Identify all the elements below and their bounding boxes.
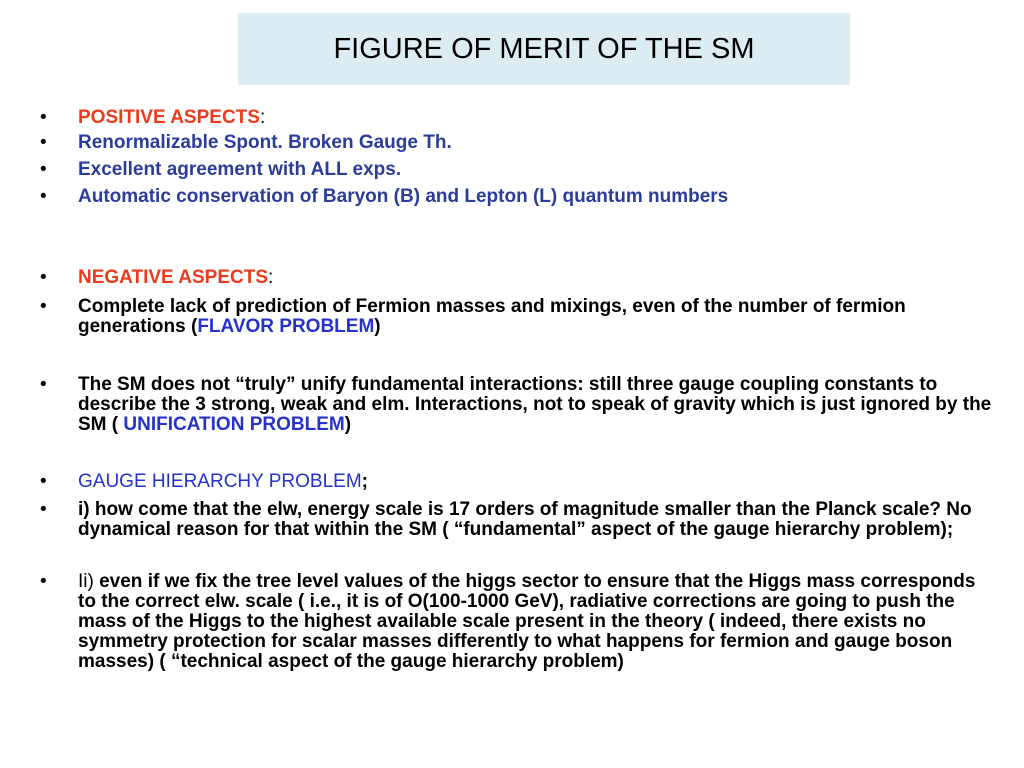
positive-colon: : <box>259 107 266 128</box>
bullet-dot: • <box>40 267 47 288</box>
slide-title: FIGURE OF MERIT OF THE SM <box>333 32 755 65</box>
bullet-dot: • <box>40 374 47 395</box>
bullet-dot: • <box>40 159 47 180</box>
bullet-dot: • <box>40 571 47 592</box>
unification-problem-text <box>78 375 996 435</box>
bullet-dot: • <box>40 471 47 492</box>
positive-heading-line <box>78 108 996 128</box>
unification-problem-body: The SM does not “truly” unify fundamental interactions: still three gauge coupling constants to describe the 3 strong, weak and elm. Interactions, not to speak of gravity which is just ignored by the SM ( <box>78 374 992 435</box>
hierarchy-item-2-body: even if we fix the tree level values of the higgs sector to ensure that the Higgs mass corresponds to the correct elw. scale ( i.e., it is of O(100-1000 GeV), radiative corrections are going to push the mass of the Higgs to the highest available scale present in the theory ( indeed, there exists no symmetry protection for scalar masses differently to what happens for fermion and gauge boson masses) ( “technical aspect of the gauge hierarchy problem) <box>78 571 976 672</box>
bullet-dot: • <box>40 499 47 520</box>
positive-item: Automatic conservation of Baryon (B) and Lepton (L) quantum numbers <box>78 186 729 207</box>
negative-heading-line <box>78 268 996 288</box>
bullet-dot: • <box>40 296 47 317</box>
positive-heading: POSITIVE ASPECTS <box>78 107 260 128</box>
hierarchy-semicolon: ; <box>361 471 368 492</box>
unification-problem-end: ) <box>344 414 352 435</box>
hierarchy-item-2-text <box>78 572 996 672</box>
unification-problem-highlight: UNIFICATION PROBLEM <box>123 414 345 435</box>
hierarchy-item-1-text: i) how come that the elw, energy scale is 17 orders of magnitude smaller than the Planck scale? No dynamical reason for that within the SM ( “fundamental” aspect of the gauge hierarchy problem); <box>78 499 972 540</box>
negative-colon: : <box>268 267 274 288</box>
bullet-dot: • <box>40 107 47 128</box>
bullet-dot: • <box>40 132 47 153</box>
flavor-problem-end: ) <box>374 316 381 337</box>
positive-item: Excellent agreement with ALL exps. <box>78 159 402 180</box>
flavor-problem-text <box>78 297 996 337</box>
bullet-dot: • <box>40 186 47 207</box>
flavor-problem-highlight: FLAVOR PROBLEM <box>197 316 375 337</box>
title-box <box>238 13 850 85</box>
hierarchy-heading-line <box>78 472 996 492</box>
hierarchy-heading: GAUGE HIERARCHY PROBLEM <box>78 471 362 492</box>
flavor-problem-body: Complete lack of prediction of Fermion masses and mixings, even of the number of fermion generations ( <box>78 296 906 337</box>
hierarchy-item-2-prefix: Ii) <box>78 571 100 592</box>
negative-heading: NEGATIVE ASPECTS <box>78 267 269 288</box>
positive-item: Renormalizable Spont. Broken Gauge Th. <box>78 132 452 153</box>
